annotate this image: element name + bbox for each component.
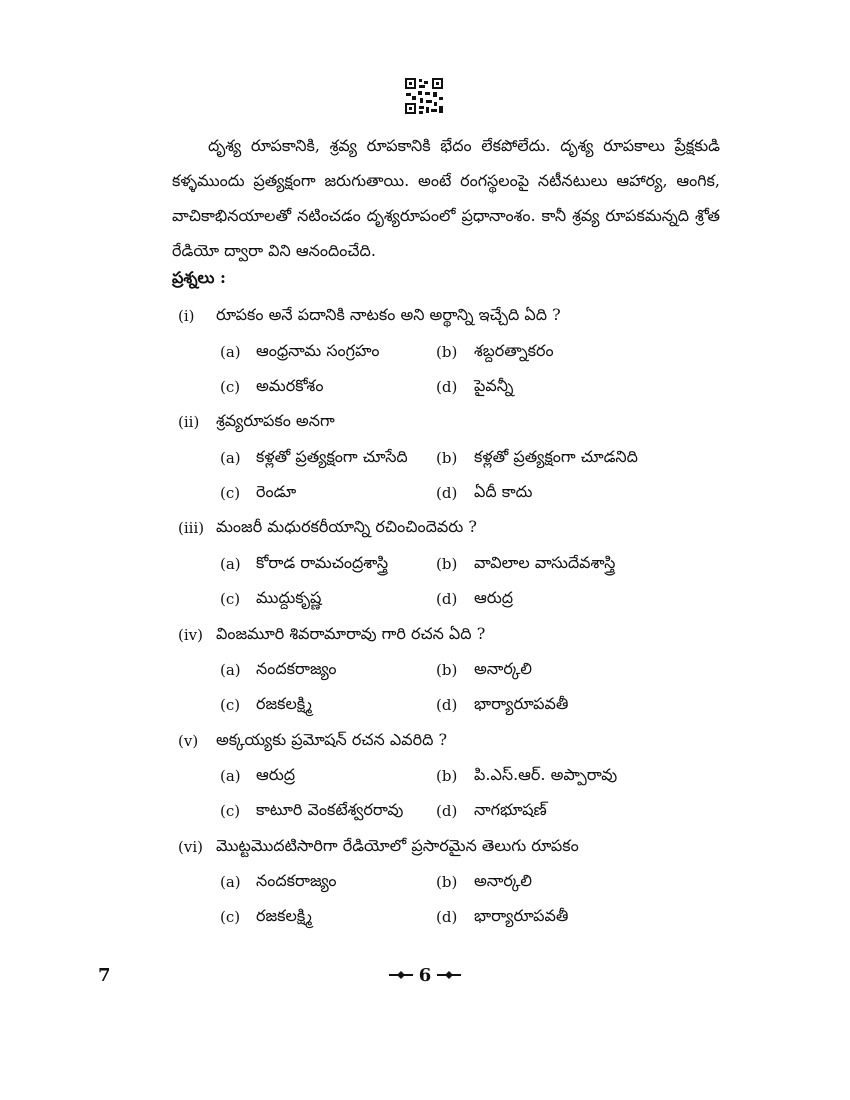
q3-option-d-text: ఆరుద్ర <box>474 588 514 607</box>
question-4-text: వింజమూరి శివరామారావు గారి రచన ఏది ? <box>216 624 486 643</box>
question-5-text: అక్కయ్యకు ప్రమోషన్ రచన ఎవరిది ? <box>216 730 448 749</box>
q5-option-b-text: పి.ఎస్.ఆర్. అప్పారావు <box>474 765 618 784</box>
q5-option-c-text: కాటూరి వెంకటేశ్వరరావు <box>256 800 404 819</box>
q5-option-b-label: (b) <box>436 767 458 785</box>
q4-option-d-label: (d) <box>436 696 458 714</box>
q4-option-c-label: (c) <box>220 696 241 714</box>
question-2-text: శ్రవ్యరూపకం అనగా <box>216 411 335 430</box>
q5-option-d-text: నాగభూషణ్ <box>474 800 547 819</box>
q2-option-b-text: కళ్లతో ప్రత్యక్షంగా చూడనిది <box>474 447 638 466</box>
q1-option-a-text: ఆంధ్రనామ సంగ్రహం <box>256 341 380 360</box>
qr-code-icon <box>404 77 444 115</box>
q1-option-c-text: అమరకోశం <box>256 376 324 395</box>
q2-option-c-label: (c) <box>220 484 241 502</box>
q6-option-b-text: అనార్కలి <box>474 871 532 890</box>
question-2-number: (ii) <box>178 413 200 431</box>
q4-option-a-text: నందకరాజ్యం <box>256 659 337 678</box>
q3-option-c-text: ముద్దుకృష్ణ <box>256 588 322 607</box>
q2-option-c-text: రెండూ <box>256 482 297 501</box>
question-4-number: (iv) <box>178 626 203 644</box>
ornament-left-icon <box>389 970 413 980</box>
question-6-text: మొట్టమొదటిసారిగా రేడియోలో ప్రసారమైన తెలుగు రూపకం <box>216 836 579 855</box>
ornament-right-icon <box>437 970 461 980</box>
q2-option-d-label: (d) <box>436 484 458 502</box>
page-number-block <box>380 963 470 987</box>
q6-option-b-label: (b) <box>436 873 458 891</box>
q6-option-d-text: భార్యారూపవతీ <box>474 906 569 925</box>
q1-option-b-label: (b) <box>436 343 458 361</box>
page-number: 6 <box>418 964 432 986</box>
q4-option-b-text: అనార్కలి <box>474 659 532 678</box>
q5-option-d-label: (d) <box>436 802 458 820</box>
q2-option-a-text: కళ్లతో ప్రత్యక్షంగా చూసేది <box>256 447 408 466</box>
question-5-number: (v) <box>178 732 199 750</box>
footer-code: 7 <box>98 965 111 986</box>
q6-option-a-label: (a) <box>220 873 241 891</box>
q2-option-b-label: (b) <box>436 449 458 467</box>
question-1-number: (i) <box>178 307 195 325</box>
q6-option-d-label: (d) <box>436 908 458 926</box>
q4-option-d-text: భార్యారూపవతీ <box>474 694 569 713</box>
q4-option-a-label: (a) <box>220 661 241 679</box>
q2-option-d-text: ఏదీ కాదు <box>474 482 533 501</box>
question-3-text: మంజరీ మధురకరీయాన్ని రచించిందెవరు ? <box>216 517 477 536</box>
q4-option-b-label: (b) <box>436 661 458 679</box>
question-1-text: రూపకం అనే పదానికి నాటకం అని అర్థాన్ని ఇచ్చేది ఏది ? <box>216 305 561 324</box>
q5-option-a-label: (a) <box>220 767 241 785</box>
q3-option-d-label: (d) <box>436 590 458 608</box>
q2-option-a-label: (a) <box>220 449 241 467</box>
q3-option-b-label: (b) <box>436 555 458 573</box>
question-6-number: (vi) <box>178 838 203 856</box>
q3-option-b-text: వావిలాల వాసుదేవశాస్త్రి <box>474 553 616 572</box>
q6-option-c-text: రజకలక్ష్మి <box>256 906 312 925</box>
q6-option-a-text: నందకరాజ్యం <box>256 871 337 890</box>
q6-option-c-label: (c) <box>220 908 241 926</box>
q3-option-c-label: (c) <box>220 590 241 608</box>
q1-option-a-label: (a) <box>220 343 241 361</box>
q4-option-c-text: రజకలక్ష్మి <box>256 694 312 713</box>
q1-option-b-text: శబ్దరత్నాకరం <box>474 341 554 360</box>
questions-heading: ప్రశ్నలు : <box>172 268 226 287</box>
q1-option-c-label: (c) <box>220 378 241 396</box>
q3-option-a-label: (a) <box>220 555 241 573</box>
q5-option-c-label: (c) <box>220 802 241 820</box>
passage-text: దృశ్య రూపకానికి, శ్రవ్య రూపకానికి భేదం లేకపోలేదు. దృశ్య రూపకాలు ప్రేక్షకుడి కళ్ళముందు ప్రత్యక్షంగా జరుగుతాయి. అంటే రంగస్థలంపై నటీనటులు ఆహార్య, ఆంగిక, వాచికాభినయాలతో నటించడం దృశ్యరూపంలో ప్రధానాంశం. కానీ శ్రవ్య రూపకమన్నది శ్రోత రేడియో ద్వారా విని ఆనందించేది. <box>172 136 720 260</box>
q5-option-a-text: ఆరుద్ర <box>256 765 296 784</box>
q3-option-a-text: కోరాడ రామచంద్రశాస్త్రి <box>256 553 389 572</box>
q1-option-d-label: (d) <box>436 378 458 396</box>
question-3-number: (iii) <box>178 519 205 537</box>
q1-option-d-text: పైవన్నీ <box>474 376 514 395</box>
